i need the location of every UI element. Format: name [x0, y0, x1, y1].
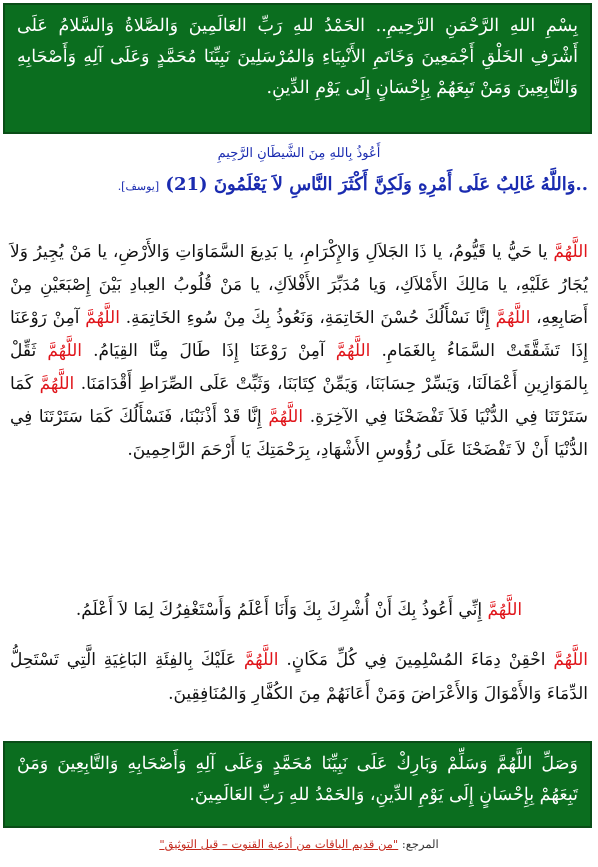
shirk-supplication: [10, 596, 588, 624]
dua-part: ثَقِّلْ بِالمَوَازِينِ أَعْمَالَنَا، وَيَسِّرْ حِسَابَنَا، وَيَمِّنْ كِتَابَنَا، وَثَبِّتْ عَلَى الصِّرَاطِ أَقْدَامَنَا.: [10, 341, 588, 394]
dua-part: إِنَّا قَدْ أَذْنَبْنَا، فَنَسْأَلُكَ كَمَا سَتَرْتَنَا فِي الدُّنْيَا أَنْ لاَ تَفْضَحْنَا عَلَى رُؤُوسِ الأَشْهَادِ، بِرَحْمَتِكَ يَا أَرْحَمَ الرَّاحِمِينَ.: [10, 407, 588, 460]
allahumma-word: اللَّهُمَّ: [39, 374, 75, 394]
allahumma-word: اللَّهُمَّ: [47, 341, 83, 361]
closing-box: [3, 741, 592, 828]
allahumma-word: اللَّهُمَّ: [487, 600, 523, 620]
reference-source: "من قديم الباقات من أدعية القنوت – قبل التوثيق": [159, 837, 399, 851]
dua-part: يا حَيُّ يا قَيُّومُ، يا ذَا الجَلاَلِ وَالإِكْرَامِ، يا بَدِيعَ السَّمَاوَاتِ وَالأَرْضِ، يا مَنْ يُجِيرُ وَلاَ يُجَارُ عَلَيْهِ، يا مَالِكَ الأَمْلاَكِ، وَيا مُدَبِّرَ الأَفْلاَكِ، يا مَنْ قُلُوبُ العِبادِ بَيْنَ إِصْبَعَيْنِ مِنْ أَصَابِعِهِ،: [10, 242, 589, 328]
dua-part: إِنِّي أَعُوذُ بِكَ أَنْ أُشْرِكَ بِكَ وَأَنَا أَعْلَمُ وَأَسْتَغْفِرُكَ لِمَا لاَ أَعْلَمُ.: [75, 600, 488, 620]
dua-part: آمِنْ رَوْعَنَا إِذَا تَشَقَّقَتْ السَّمَاءُ بِالغَمَامِ.: [10, 308, 588, 361]
verse-surah: [يوسف].: [117, 180, 160, 193]
muslims-supplication: [10, 643, 588, 711]
allahumma-word: اللَّهُمَّ: [85, 308, 120, 328]
reference-label: المرجع:: [398, 837, 439, 851]
quran-verse: [6, 172, 588, 200]
intro-box: [3, 3, 592, 134]
reference-line: [0, 837, 598, 851]
main-supplication: [10, 236, 588, 467]
dua-part: عَلَيْكَ بِالفِئَةِ البَاغِيَةِ الَّتِي تَسْتَحِلُّ الدِّمَاءَ وَالأَمْوَالَ وَالأَعْرَاضَ وَمَنْ أَعَانَهُمْ مِنَ الكُفَّارِ وَالمُنَافِقِينَ.: [10, 650, 588, 704]
allahumma-word: اللَّهُمَّ: [553, 650, 588, 670]
closing-text: وَصَلِّ اللَّهُمَّ وَسَلِّمْ وَبَارِكْ عَلَى نَبِيِّنَا مُحَمَّدٍ وَعَلَى آلِهِ وَأَصْحَابِهِ وَالتَّابِعِينَ وَمَنْ تَبِعَهُمْ بِإِحْسَانٍ إِلَى يَوْمِ الدِّينِ، وَالحَمْدُ للهِ رَبِّ العَالَمِينَ.: [17, 754, 578, 805]
dua-part: آمِنْ رَوْعَنَا إِذَا طَالَ مِنَّا القِيَامُ.: [82, 341, 336, 361]
dua-part: احْقِنْ دِمَاءَ المُسْلِمِينَ فِي كُلِّ مَكَانٍ.: [278, 650, 554, 670]
allahumma-word: اللَّهُمَّ: [553, 242, 588, 262]
intro-text: بِسْمِ اللهِ الرَّحْمَنِ الرَّحِيمِ.. الحَمْدُ للهِ رَبِّ العَالَمِينَ وَالصَّلاةُ وَالسَّلامُ عَلَى أَشْرَفِ الخَلْقِ أَجْمَعِينَ وَخَاتَمِ الأَنْبِيَاءِ وَالمُرْسَلِينَ نَبِيِّنَا مُحَمَّدٍ وَعَلَى آلِهِ وَأَصْحَابِهِ وَالتَّابِعِينَ وَمَنْ تَبِعَهُمْ بِإِحْسَانٍ إِلَى يَوْمِ الدِّينِ.: [17, 16, 578, 98]
dua-part: إِنَّا نَسْأَلُكَ حُسْنَ الخَاتِمَةِ، وَنَعُوذُ بِكَ مِنْ سُوءِ الخَاتِمَةِ.: [119, 308, 496, 328]
verse-text: ..وَاللَّهُ غَالِبٌ عَلَى أَمْرِهِ وَلَكِنَّ أَكْثَرَ النَّاسِ لاَ يَعْلَمُونَ: [213, 174, 588, 195]
dua-part: كَمَا سَتَرْتَنَا فِي الدُّنْيَا فَلاَ تَفْضَحْنَا فِي الآخِرَةِ.: [10, 374, 588, 427]
verse-number: (21): [165, 174, 208, 195]
allahumma-word: اللَّهُمَّ: [495, 308, 531, 328]
allahumma-word: اللَّهُمَّ: [243, 650, 279, 670]
allahumma-word: اللَّهُمَّ: [335, 341, 371, 361]
taawudh-line: أَعُوذُ بِاللهِ مِنَ الشَّيطَانِ الرَّجِيمِ: [217, 146, 381, 161]
allahumma-word: اللَّهُمَّ: [268, 407, 304, 427]
